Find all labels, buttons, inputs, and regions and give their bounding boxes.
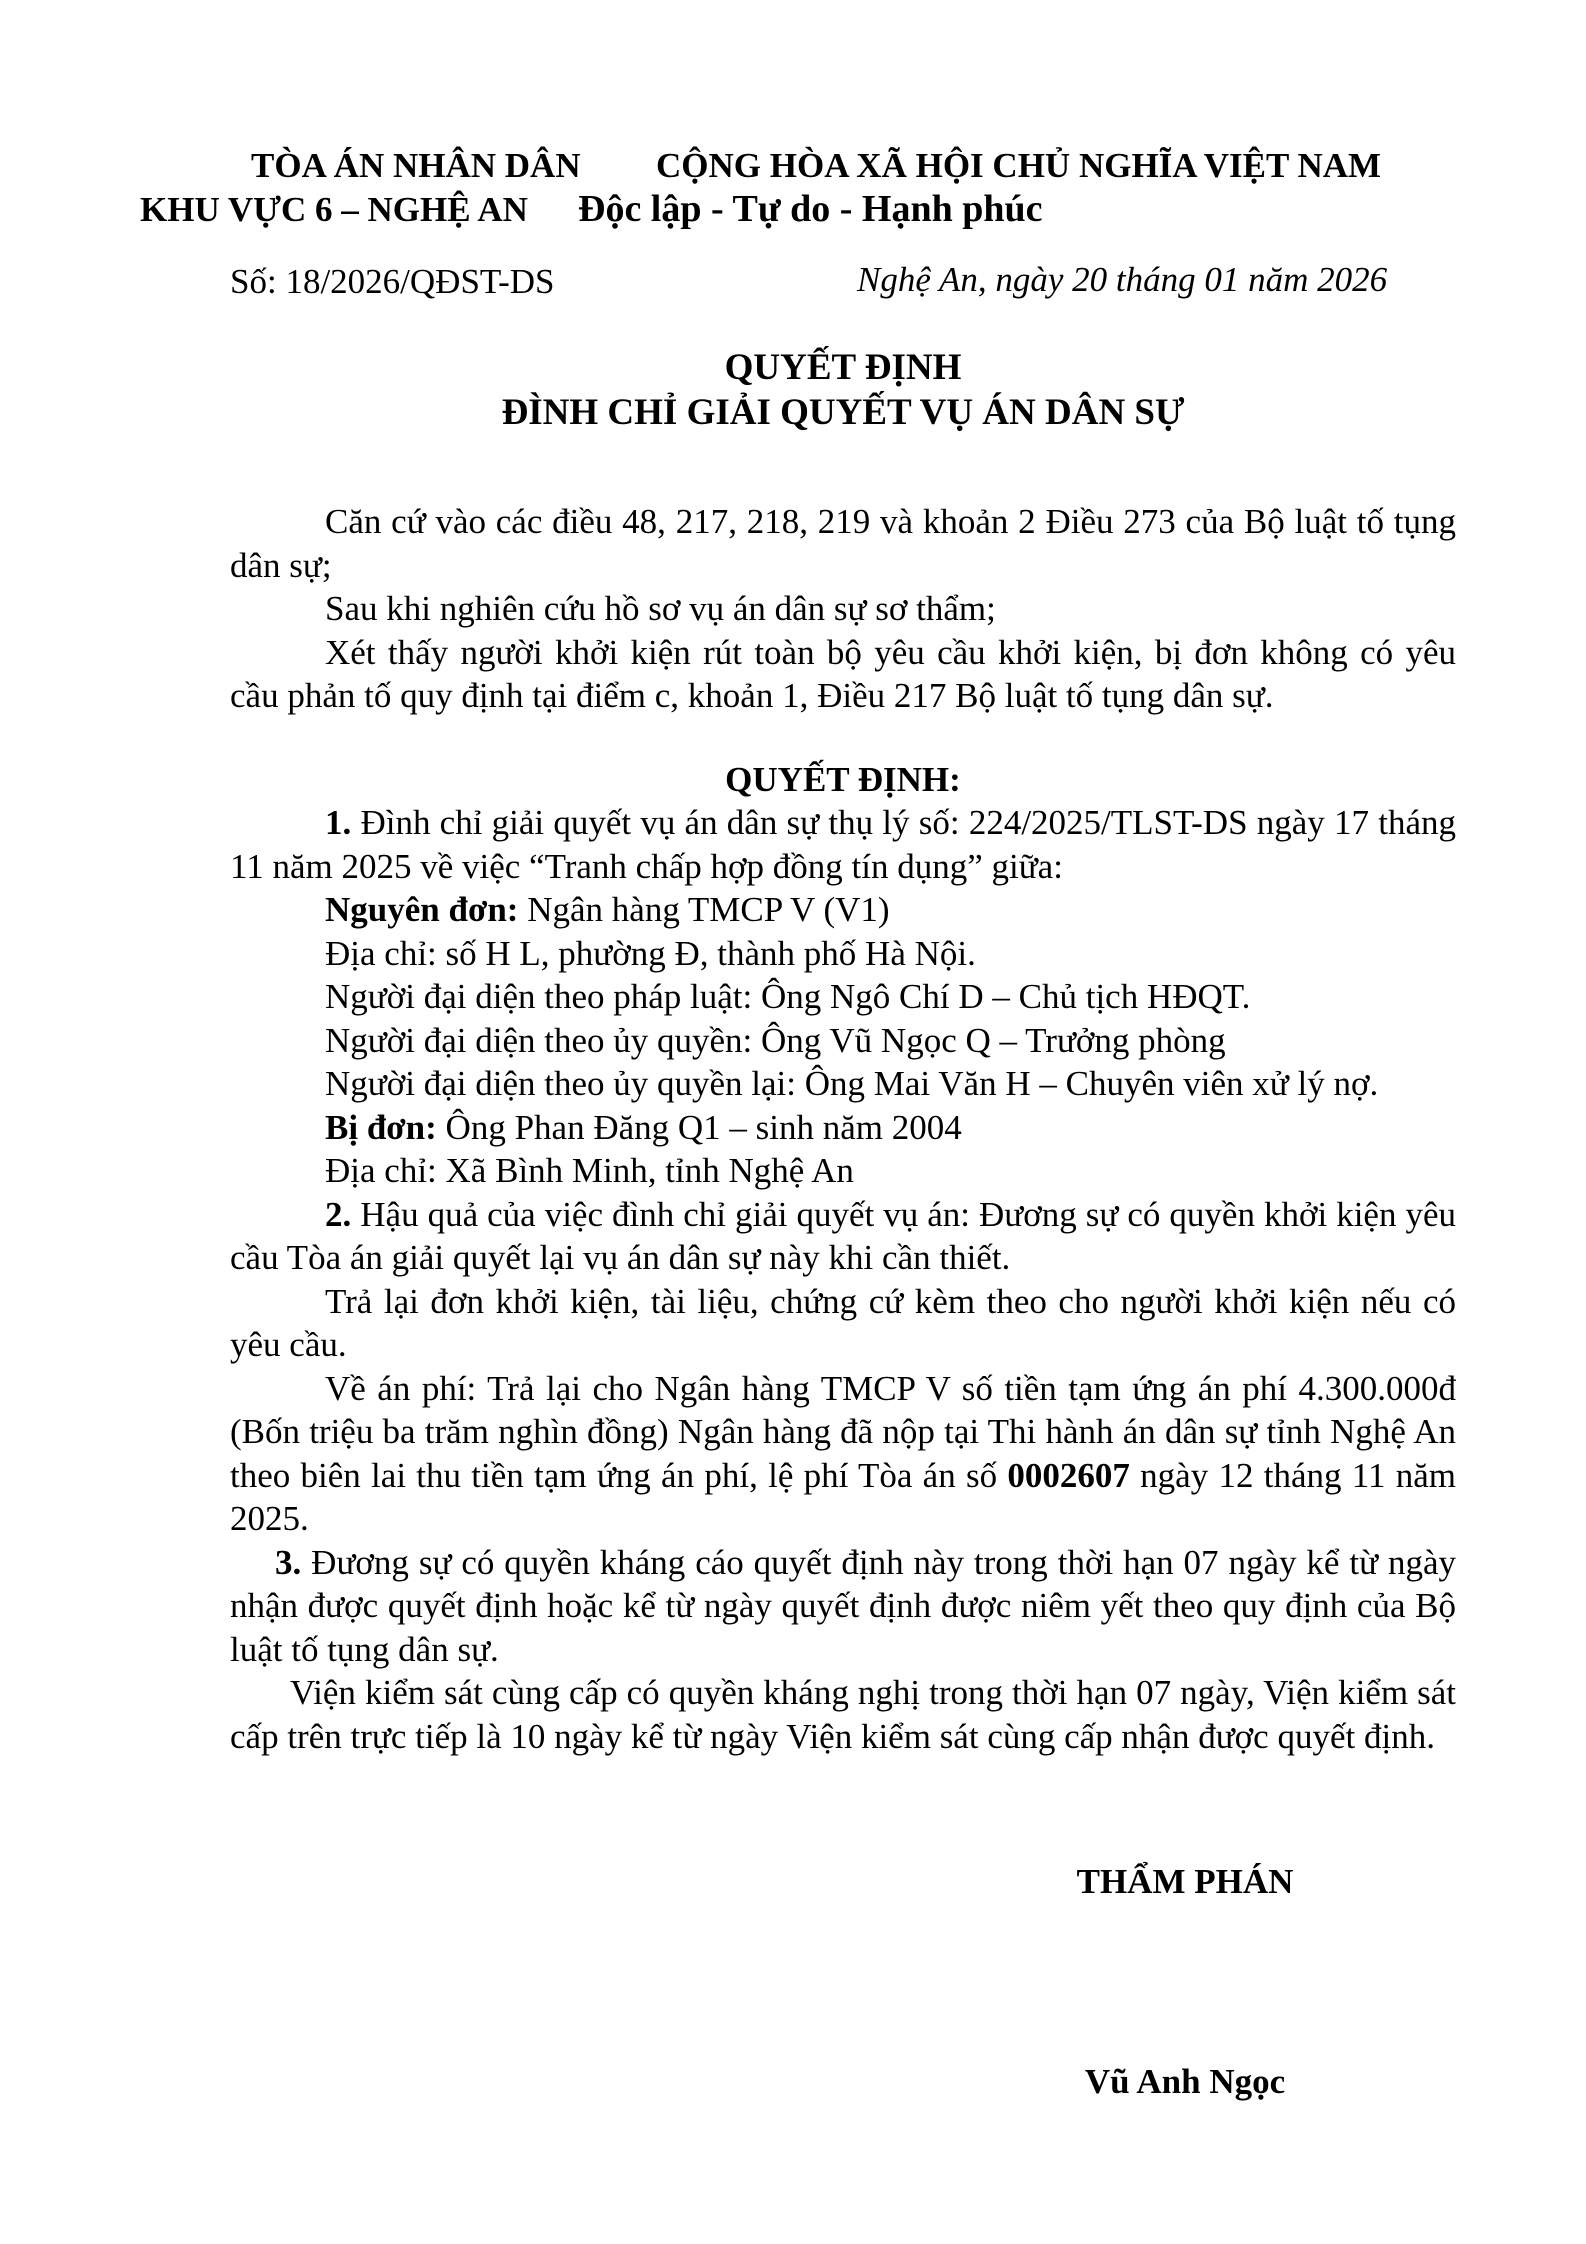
paragraph bbox=[230, 1541, 1456, 1672]
text-run: Địa chỉ: Xã Bình Minh, tỉnh Nghệ An bbox=[325, 1151, 854, 1190]
paragraph bbox=[230, 1149, 1456, 1193]
paragraph bbox=[230, 1062, 1456, 1106]
decision-section-heading: QUYẾT ĐỊNH: bbox=[725, 759, 961, 799]
document-body bbox=[230, 500, 1456, 1758]
paragraph bbox=[230, 587, 1456, 631]
preamble-section bbox=[230, 500, 1456, 718]
paragraph bbox=[230, 500, 1456, 587]
text-run: Đương sự có quyền kháng cáo quyết định này trong thời hạn 07 ngày kể từ ngày nhận được quyết định hoặc kể từ ngày quyết định được niêm yết theo quy định của Bộ luật tố tụng dân sự. bbox=[230, 1542, 1456, 1669]
text-run: Người đại diện theo pháp luật: Ông Ngô Chí D – Chủ tịch HĐQT. bbox=[325, 977, 1251, 1016]
text-run: Về án phí: Trả lại cho Ngân hàng TMCP V số tiền tạm ứng án phí 4.300.000đ (Bốn triệu ba trăm nghìn đồng) Ngân hàng đã nộp tại Thi hành án dân sự tỉnh Nghệ An theo biên lai thu tiền tạm ứng án phí, lệ phí Tòa án số bbox=[230, 1368, 1456, 1495]
paragraph bbox=[230, 1367, 1456, 1541]
text-run: Đình chỉ giải quyết vụ án dân sự thụ lý số: 224/2025/TLST-DS ngày 17 tháng 11 năm 2025 về việc “Tranh chấp hợp đồng tín dụng” giữa: bbox=[230, 803, 1456, 886]
document-title-line2: ĐÌNH CHỈ GIẢI QUYẾT VỤ ÁN DÂN SỰ bbox=[501, 392, 1185, 433]
place-and-date: Nghệ An, ngày 20 tháng 01 năm 2026 bbox=[857, 260, 1388, 299]
judge-name: Vũ Anh Ngọc bbox=[1084, 2062, 1286, 2101]
judge-role-label: THẨM PHÁN bbox=[1076, 1862, 1294, 1901]
text-run: Sau khi nghiên cứu hồ sơ vụ án dân sự sơ thẩm; bbox=[325, 589, 996, 628]
bold-text-run: 2. bbox=[325, 1194, 361, 1234]
paragraph bbox=[230, 1106, 1456, 1150]
republic-motto-line1: CỘNG HÒA XÃ HỘI CHỦ NGHĨA VIỆT NAM bbox=[656, 146, 1382, 185]
text-run: Căn cứ vào các điều 48, 217, 218, 219 và khoản 2 Điều 273 của Bộ luật tố tụng dân sự; bbox=[230, 502, 1456, 585]
text-run: Ngân hàng TMCP V (V1) bbox=[527, 890, 890, 929]
decision-section bbox=[230, 801, 1456, 1758]
text-run: Hậu quả của việc đình chỉ giải quyết vụ án: Đương sự có quyền khởi kiện yêu cầu Tòa án giải quyết lại vụ án dân sự này khi cần thiết. bbox=[230, 1194, 1456, 1277]
text-run: Ông Phan Đăng Q1 – sinh năm 2004 bbox=[445, 1107, 962, 1147]
bold-text-run: 1. bbox=[325, 803, 361, 842]
document-title-line1: QUYẾT ĐỊNH bbox=[724, 347, 962, 388]
text-run: Xét thấy người khởi kiện rút toàn bộ yêu cầu khởi kiện, bị đơn không có yêu cầu phản tố quy định tại điểm c, khoản 1, Điều 217 Bộ luật tố tụng dân sự. bbox=[230, 632, 1456, 715]
bold-text-run: Bị đơn: bbox=[325, 1107, 446, 1147]
text-run: Viện kiểm sát cùng cấp có quyền kháng nghị trong thời hạn 07 ngày, Viện kiểm sát cấp trên trực tiếp là 10 ngày kể từ ngày Viện kiểm sát cùng cấp nhận được quyết định. bbox=[230, 1673, 1456, 1756]
text-run: Người đại diện theo ủy quyền: Ông Vũ Ngọc Q – Trưởng phòng bbox=[325, 1020, 1226, 1060]
paragraph bbox=[230, 932, 1456, 976]
text-run: Địa chỉ: số H L, phường Đ, thành phố Hà Nội. bbox=[325, 933, 976, 973]
paragraph bbox=[230, 1019, 1456, 1063]
paragraph bbox=[230, 1193, 1456, 1280]
bold-text-run: Nguyên đơn: bbox=[325, 890, 528, 929]
bold-text-run: 3. bbox=[275, 1542, 312, 1582]
paragraph bbox=[230, 801, 1456, 888]
court-name-line1: TÒA ÁN NHÂN DÂN bbox=[251, 146, 581, 185]
paragraph bbox=[230, 975, 1456, 1019]
paragraph bbox=[230, 1280, 1456, 1367]
court-name-line2: KHU VỰC 6 – NGHỆ AN bbox=[140, 190, 528, 229]
text-run: Người đại diện theo ủy quyền lại: Ông Mai Văn H – Chuyên viên xử lý nợ. bbox=[325, 1064, 1379, 1103]
paragraph bbox=[230, 888, 1456, 932]
paragraph bbox=[230, 631, 1456, 718]
document-title bbox=[230, 345, 1456, 435]
text-run: ngày 12 tháng 11 năm 2025. bbox=[230, 1455, 1456, 1538]
paragraph bbox=[230, 1671, 1456, 1758]
text-run: Trả lại đơn khởi kiện, tài liệu, chứng cứ kèm theo cho người khởi kiện nếu có yêu cầu. bbox=[230, 1281, 1456, 1364]
bold-text-run: 0002607 bbox=[1007, 1455, 1130, 1495]
document-number: Số: 18/2026/QĐST-DS bbox=[230, 262, 555, 301]
republic-motto-line2: Độc lập - Tự do - Hạnh phúc bbox=[578, 188, 1043, 230]
